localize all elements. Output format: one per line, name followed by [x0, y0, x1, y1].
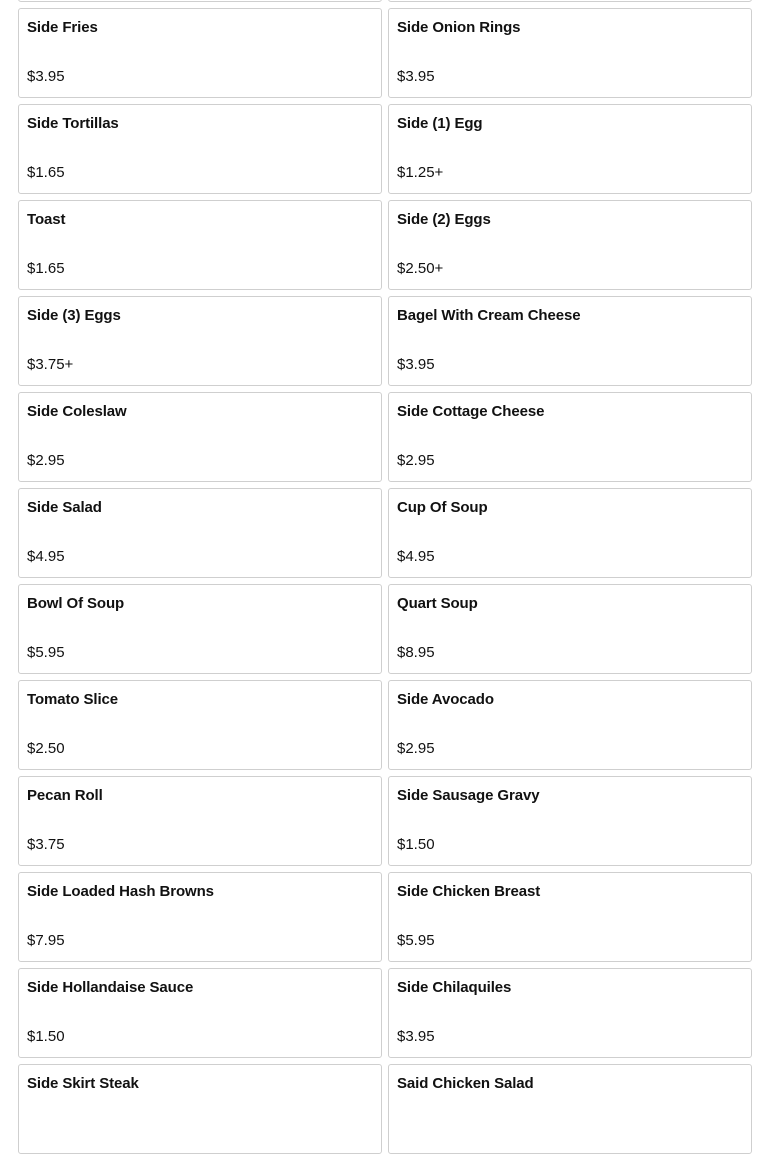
menu-item-card[interactable] [388, 296, 752, 386]
menu-item-name: Toast [27, 211, 66, 228]
menu-item-card[interactable] [18, 680, 382, 770]
menu-item-card[interactable] [388, 872, 752, 962]
menu-item-card[interactable] [388, 392, 752, 482]
menu-item-name: Cup Of Soup [397, 499, 488, 516]
menu-item-card-partial[interactable] [388, 0, 752, 2]
menu-item-name: Quart Soup [397, 595, 478, 612]
menu-item-price: $1.50 [27, 1028, 65, 1045]
menu-item-name: Side Avocado [397, 691, 494, 708]
menu-item-name: Side Onion Rings [397, 19, 521, 36]
menu-item-price: $2.50 [27, 740, 65, 757]
menu-item-card[interactable] [18, 872, 382, 962]
menu-item-name: Side Tortillas [27, 115, 119, 132]
menu-item-card[interactable] [18, 8, 382, 98]
menu-item-name: Side Skirt Steak [27, 1075, 139, 1092]
menu-item-price: $3.75+ [27, 356, 74, 373]
menu-item-card[interactable] [18, 776, 382, 866]
menu-item-card[interactable] [18, 392, 382, 482]
menu-item-price: $3.75 [27, 836, 65, 853]
menu-item-card[interactable] [388, 776, 752, 866]
menu-item-price: $8.95 [397, 644, 435, 661]
menu-item-price: $2.95 [397, 740, 435, 757]
menu-item-card[interactable] [388, 680, 752, 770]
menu-item-card-partial[interactable] [18, 0, 382, 2]
menu-item-name: Side (2) Eggs [397, 211, 491, 228]
menu-item-price: $2.95 [27, 452, 65, 469]
menu-item-name: Side Coleslaw [27, 403, 127, 420]
menu-item-name: Pecan Roll [27, 787, 103, 804]
menu-item-card[interactable] [18, 488, 382, 578]
menu-item-card[interactable] [388, 1064, 752, 1154]
menu-item-card[interactable] [18, 968, 382, 1058]
menu-item-price: $1.65 [27, 260, 65, 277]
menu-item-name: Side Loaded Hash Browns [27, 883, 214, 900]
menu-item-card[interactable] [18, 584, 382, 674]
menu-item-price: $7.95 [27, 932, 65, 949]
menu-item-grid [18, 0, 752, 1154]
menu-item-card[interactable] [18, 1064, 382, 1154]
menu-item-price: $2.95 [397, 452, 435, 469]
menu-item-price: $5.95 [397, 932, 435, 949]
menu-item-price: $4.95 [397, 548, 435, 565]
menu-item-name: Side Sausage Gravy [397, 787, 540, 804]
menu-item-price: $3.95 [397, 1028, 435, 1045]
menu-item-price: $3.95 [397, 68, 435, 85]
menu-item-name: Bowl Of Soup [27, 595, 125, 612]
menu-item-name: Side (3) Eggs [27, 307, 121, 324]
menu-item-name: Bagel With Cream Cheese [397, 307, 581, 324]
menu-item-card[interactable] [18, 200, 382, 290]
menu-item-card[interactable] [388, 8, 752, 98]
menu-item-name: Side Cottage Cheese [397, 403, 545, 420]
menu-item-card[interactable] [388, 200, 752, 290]
menu-item-card[interactable] [18, 104, 382, 194]
menu-item-price: $1.25+ [397, 164, 444, 181]
menu-item-price: $5.95 [27, 644, 65, 661]
menu-item-name: Tomato Slice [27, 691, 119, 708]
menu-item-price: $3.95 [27, 68, 65, 85]
menu-item-price: $2.50+ [397, 260, 444, 277]
menu-item-name: Side Salad [27, 499, 102, 516]
menu-item-name: Side Chicken Breast [397, 883, 541, 900]
menu-item-card[interactable] [388, 968, 752, 1058]
menu-item-card[interactable] [18, 296, 382, 386]
menu-item-price: $1.50 [397, 836, 435, 853]
menu-item-card[interactable] [388, 488, 752, 578]
menu-item-name: Side Fries [27, 19, 98, 36]
menu-item-name: Side Hollandaise Sauce [27, 979, 194, 996]
menu-item-price: $3.95 [397, 356, 435, 373]
menu-item-price: $4.95 [27, 548, 65, 565]
menu-item-price: $1.65 [27, 164, 65, 181]
menu-item-name: Side (1) Egg [397, 115, 483, 132]
menu-item-card[interactable] [388, 584, 752, 674]
menu-item-name: Side Chilaquiles [397, 979, 512, 996]
menu-item-name: Said Chicken Salad [397, 1075, 534, 1092]
menu-item-card[interactable] [388, 104, 752, 194]
